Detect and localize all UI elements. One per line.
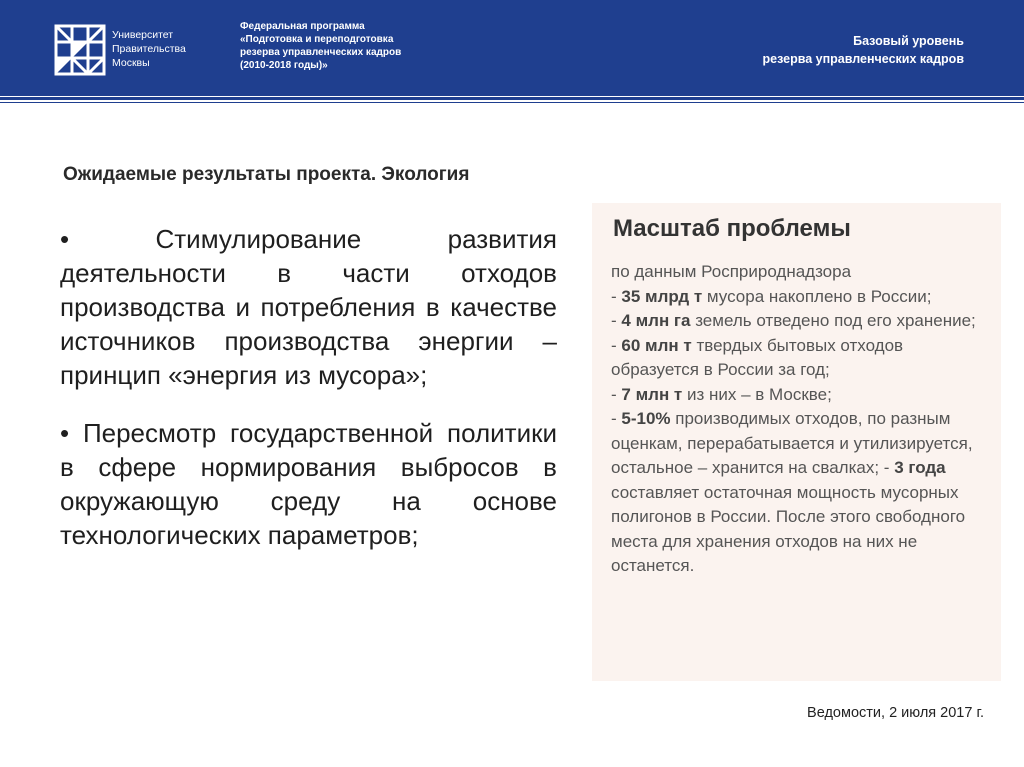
university-logo-icon [54, 24, 106, 76]
header-divider-thin [0, 102, 1024, 103]
problem-title: Масштаб проблемы [613, 215, 851, 242]
level-title: Базовый уровень резерва управленческих кадров [762, 34, 964, 66]
page-title: Ожидаемые результаты проекта. Экология [63, 164, 470, 185]
bullet-item: • Пересмотр государственной политики в сфере нормирования выбросов в окружающую среду на основе технологических параметров; [60, 418, 558, 550]
problem-text [611, 260, 983, 579]
bullet-list [60, 222, 557, 576]
problem-scale-box [592, 203, 1001, 681]
source-citation: Ведомости, 2 июля 2017 г. [807, 705, 984, 721]
bullet-item: • Стимулирование развития деятельности в части отходов производства и потребления в качестве источников производства энергии – принцип «энергия из мусора»; [60, 224, 557, 390]
problem-intro: по данным Росприроднадзора [611, 262, 852, 281]
university-name: Университет Правительства Москвы [112, 29, 186, 69]
header-bar [0, 0, 1024, 96]
program-title: Федеральная программа «Подготовка и переподготовка резерва управленческих кадров (2010-2018 годы)» [240, 21, 402, 71]
header-divider [0, 97, 1024, 100]
problem-paragraph: - 35 млрд т мусора накоплено в России; - 4 млн га земель отведено под его хранение; - 60 млн т твердых бытовых отходов образуется в России за год; - 7 млн т из них – в Москве; - 5-10% производимых отходов, по разным оценкам, перерабатывается и утилизируется, остальное – хранится на свалках; - 3 года составляет остаточная мощность мусорных полигонов в России. После этого свободного места для хранения отходов на них не останется. [611, 286, 976, 575]
